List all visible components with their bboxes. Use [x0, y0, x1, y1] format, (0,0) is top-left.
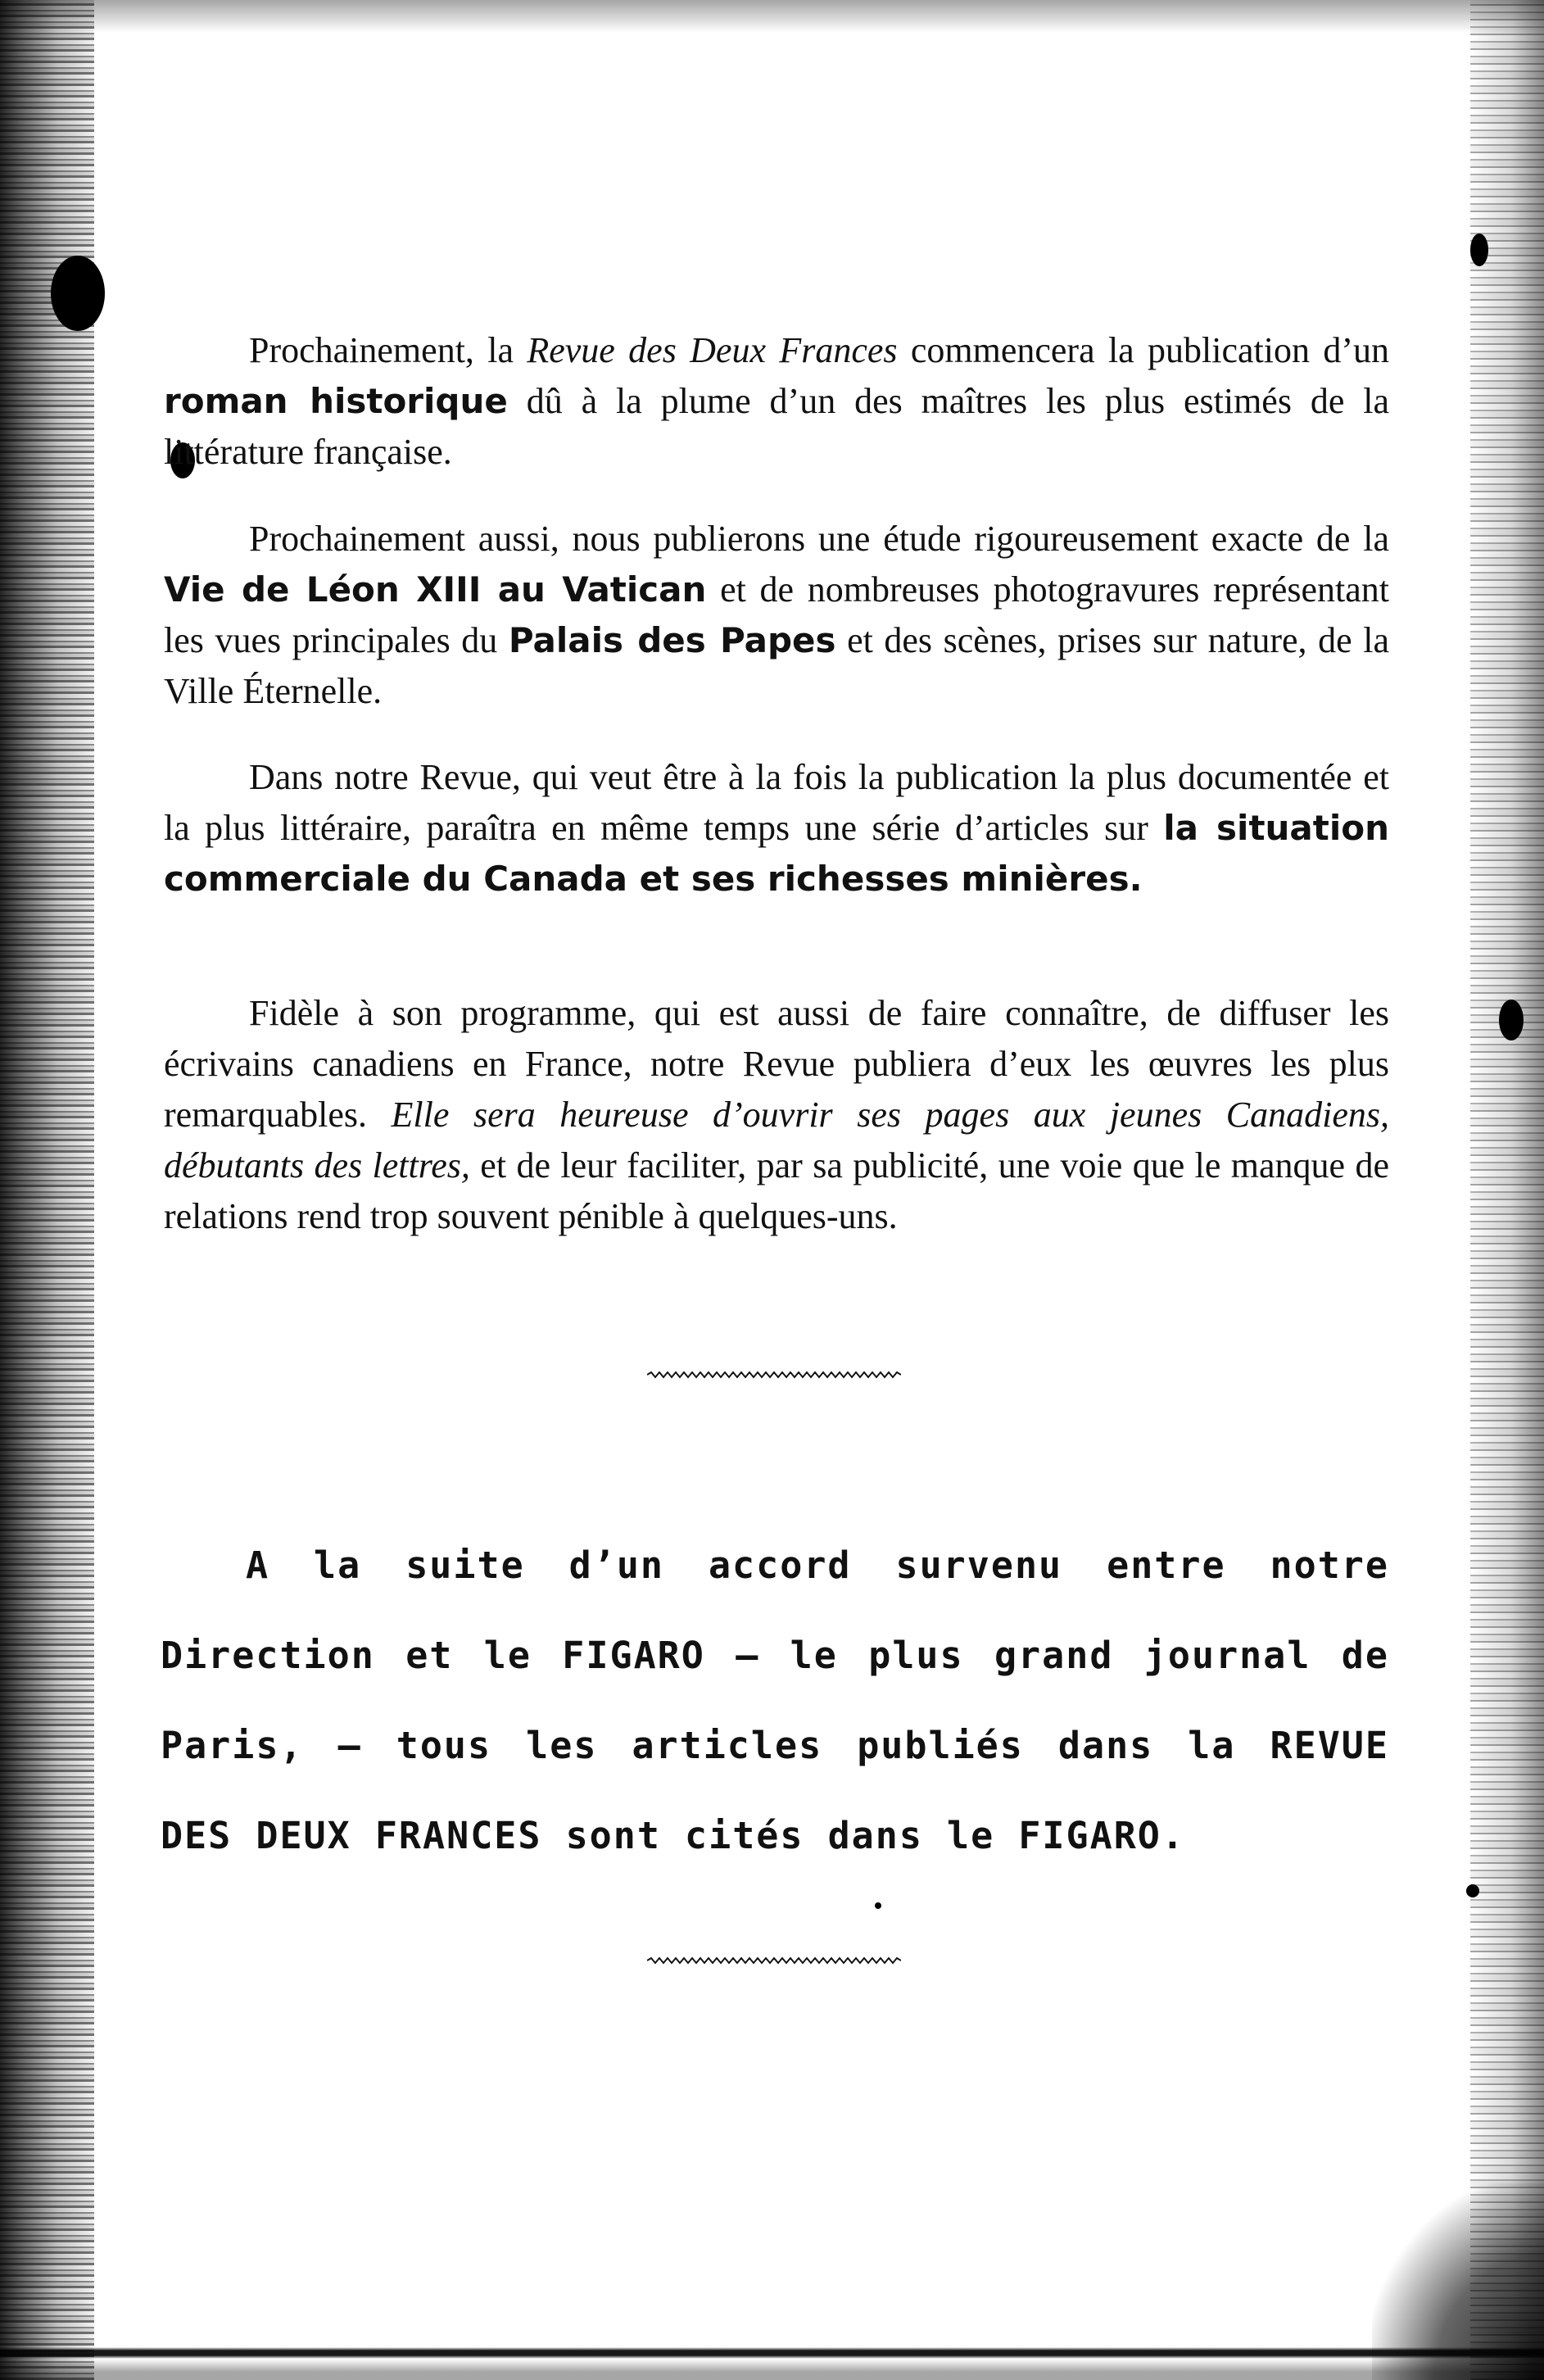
- ink-spot: [875, 1902, 881, 1909]
- ink-spot: [1466, 1884, 1479, 1897]
- paragraph-roman-historique: [164, 325, 1389, 478]
- paragraph-text: et des scènes, prises sur nature, de la Ville Éternelle.: [164, 620, 1389, 711]
- paragraph-text: Prochainement aussi, nous publierons une étude rigoureusement exacte de la: [249, 519, 1389, 559]
- scan-edge-right: [1470, 0, 1544, 2380]
- paragraph-text: Prochainement, la: [249, 330, 527, 370]
- scan-edge-bottom: [0, 2323, 1544, 2380]
- wavy-divider: [647, 1956, 901, 1965]
- paragraph-text: commencera la publication d’un: [897, 330, 1389, 370]
- paragraph-text: Dans notre Revue, qui veut être à la fois la publication la plus documentée et la plus littéraire, paraîtra en même temps une série d’articles sur: [164, 757, 1389, 848]
- paragraph-leon-xiii: [164, 514, 1389, 717]
- bold-phrase: roman historique: [164, 381, 508, 421]
- wavy-divider: [647, 1371, 901, 1379]
- punch-hole: [51, 256, 105, 331]
- paragraph-canada: [164, 752, 1389, 904]
- paragraph-text: et de leur faciliter, par sa publicité, une voie que le manque de relations rend trop souvent pénible à quelques-uns.: [164, 1145, 1389, 1236]
- paragraph-text: et de nombreuses photogravures représentant les vues principales du: [164, 569, 1389, 660]
- paragraph-ecrivains-canadiens: [164, 988, 1389, 1242]
- scan-edge-top: [0, 0, 1544, 33]
- bold-phrase: Vie de Léon XIII au Vatican: [164, 569, 707, 610]
- scan-corner-blot: [1372, 2183, 1544, 2380]
- bold-phrase: la situation commerciale du Canada et ses richesses minières.: [164, 808, 1389, 899]
- scan-edge-left: [0, 0, 94, 2380]
- ink-spot: [1499, 1000, 1524, 1040]
- bold-phrase: Palais des Papes: [508, 620, 836, 660]
- revue-title: Revue des Deux Frances: [527, 330, 898, 370]
- paragraph-text: dû à la plume d’un des maîtres les plus estimés de la littérature française.: [164, 381, 1390, 472]
- italic-phrase: Elle sera heureuse d’ouvrir ses pages aux jeunes Canadiens, débutants des lettres,: [164, 1095, 1389, 1185]
- paragraph-text: Fidèle à son programme, qui est aussi de faire connaître, de diffuser les écrivains canadiens en France, notre Revue publiera d’eux les œuvres les plus remarquables.: [164, 993, 1389, 1135]
- figaro-notice: A la suite d’un accord survenu entre notre Direction et le FIGARO — le plus grand journal de Paris, — tous les articles publiés dans la REVUE DES DEUX FRANCES sont cités dans le FIGARO.: [161, 1544, 1389, 1857]
- ink-spot: [1470, 233, 1488, 266]
